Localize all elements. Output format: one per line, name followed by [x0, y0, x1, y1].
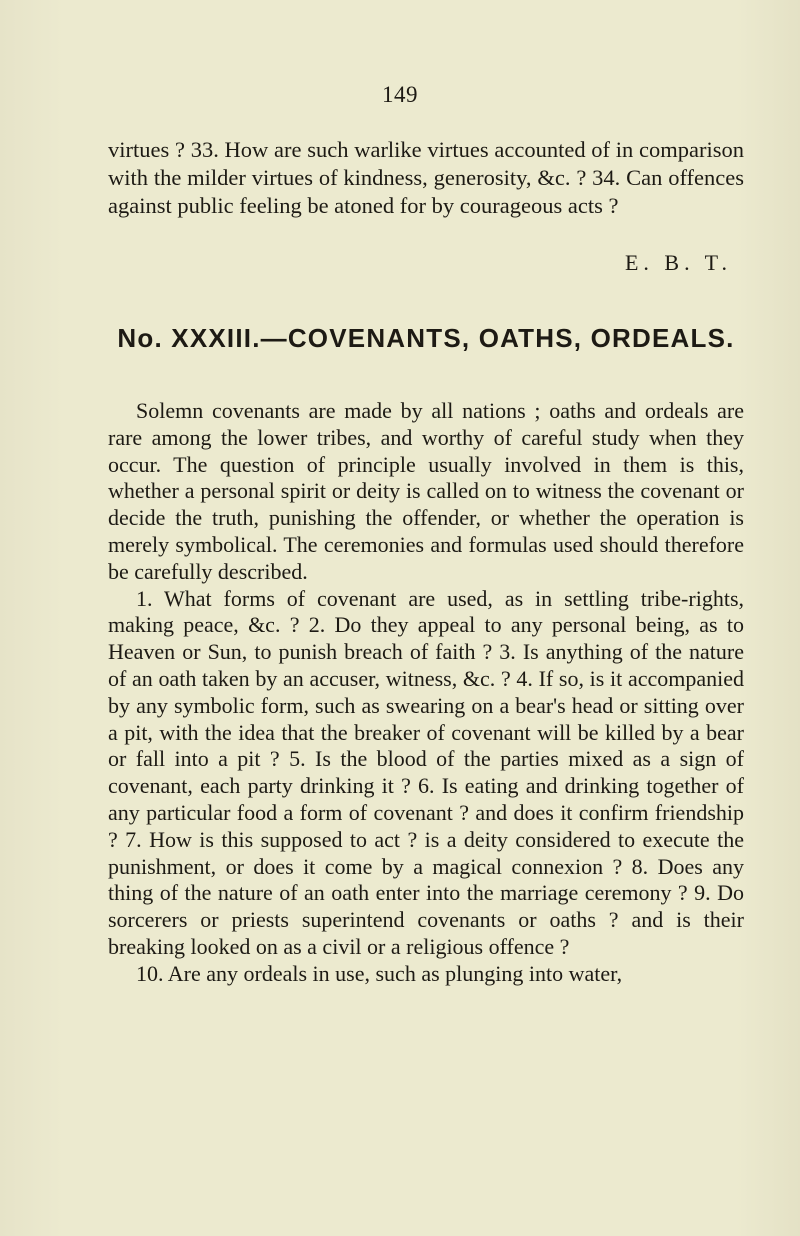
section-body	[108, 398, 744, 988]
questions-paragraph: 1. What forms of covenant are used, as in settling tribe-rights, making peace, &c. ? 2. Do they appeal to any personal being, as to Heaven or Sun, to punish breach of faith ? 3. Is anything of the nature of an oath taken by an accuser, witness, &c. ? 4. If so, is it accompanied by any symbolic form, such as swearing on a bear's head or sitting over a pit, with the idea that the breaker of covenant will be killed by a bear or fall into a pit ? 5. Is the blood of the parties mixed as a sign of covenant, each party drinking it ? 6. Is eating and drinking together of any particular food a form of covenant ? and does it confirm friendship ? 7. How is this supposed to act ? is a deity considered to execute the punishment, or does it come by a magical connexion ? 8. Does any thing of the nature of an oath enter into the marriage ceremony ? 9. Do sorcerers or priests superintend covenants or oaths ? and is their breaking looked on as a civil or a religious offence ?	[108, 585, 744, 959]
author-signature: E. B. T.	[624, 250, 732, 275]
page-number: 149	[382, 82, 418, 107]
ordeals-paragraph: 10. Are any ordeals in use, such as plunging into water,	[136, 960, 623, 986]
intro-paragraph: Solemn covenants are made by all nations ; oaths and ordeals are rare among the lower tribes, and worthy of careful study when they occur. The question of principle usually involved in them is this, whether a personal spirit or deity is called on to witness the covenant or decide the truth, punishing the offender, or whether the operation is merely symbolical. The ceremonies and formulas used should therefore be carefully described.	[108, 398, 744, 584]
section-heading: No. XXXIII.—COVENANTS, OATHS, ORDEALS.	[117, 323, 735, 353]
continuation-paragraph: virtues ? 33. How are such warlike virtues accounted of in comparison with the milder virtues of kindness, generosity, &c. ? 34. Can offences against public feeling be atoned for by courageous acts ?	[108, 137, 744, 218]
